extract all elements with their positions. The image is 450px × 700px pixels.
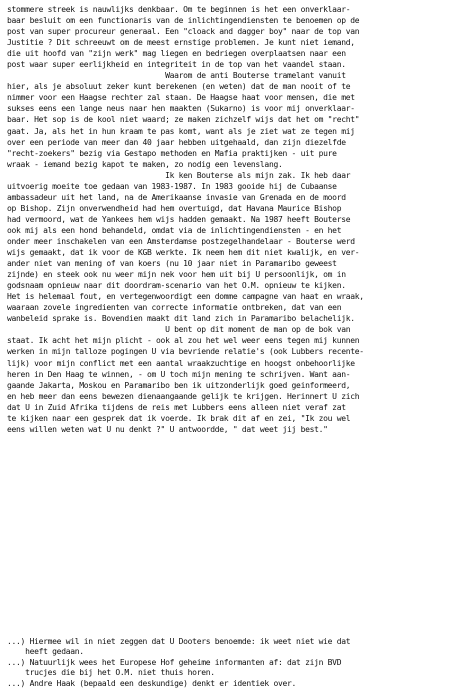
footnotes: ...) Hiermee wil in niet zeggen dat U Dooters benoemde: ik weet niet wie dat heeft gedaan. ...) Natuurlijk wees het Europese Hof geheime informanten af: dat zijn BVD trucjes die bij het O.M. niet thuis horen. ...) Andre Haak (bepaald een deskundige) denkt er identiek over. [7,637,351,688]
letter-body-text: stommere streek is nauwlijks denkbaar. Om te beginnen is het een onverklaar- baar besluit om een functionaris van de inlichtingendiensten te benoemen op de post van super procureur generaal. Een "cloack and dagger boy" naar de top van Justitie ? Dit schreeuwt om de meest ernstige problemen. Je kunt niet iemand, die uit hoofd van "zijn werk" mag liegen en bedriegen overplaatsen naar een post waar super eerlijkheid en integriteit in de top van het vaandel staan. Waarom de anti Bouterse tramelant vanuit hier, als je absoluut zeker kunt berekenen (en weten) dat de man nooit of te nimmer voor een Haagse rechter zal staan. De Haagse haat voor mensen, die met sukses eens een lange neus naar hen maakten (Sukarno) is voor mij onverklaar- baar. Het sop is de kool niet waard; ze maken zichzelf wijs dat het om "recht" gaat. Ja, als het in hun kraam te pas komt, want als je ziet wat ze tegen mij over een periode van meer dan 40 jaar hebben uitgehaald, dan zijn diezelfde "recht-zoekers" bezig via Gestapo methoden en Mafia praktijken - uit pure wraak - iemand bezig kapot te maken, zo nodig een levenslang. Ik ken Bouterse als mijn zak. Ik heb daar uitvoerig moeite toe gedaan van 1983-1987. In 1983 gooide hij de Cubaanse ambassadeur uit het land, na de Amerikaanse invasie van Grenada en de moord op Bishop. Zijn onverwendheid had hem overtuigd, dat Havana Maurice Bishop had vermoord, wat de Yankees hem wijs hadden gemaakt. Na 1987 heeft Bouterse ook mij als een hond behandeld, omdat via de inlichtingendiensten - en het onder meer inschakelen van een Amsterdamse postzegelhandelaar - Bouterse werd wijs gemaakt, dat ik voor de KGB werkte. Ik neem hem dit niet kwalijk, en ver- ander niet van mening of van koers (nu 10 jaar niet in Paramaribo geweest zijnde) en steek ook nu weer mijn nek voor hem uit bij U persoonlijk, om in godsnaam opnieuw naar dit doordram-scenario van het O.M. opnieuw te kijken. Het is helemaal fout, en vertegenwoordigt een domme campagne van haat en wraak, waaraan zovele ingredienten van correcte informatie ontbreken, dat van een wanbeleid sprake is. Bovendien maakt dit land zich in Paramaribo belachelijk. U bent op dit moment de man op de bok van staat. Ik acht het mijn plicht - ook al zou het wel weer eens tegen mij kunnen werken in mijn talloze pogingen U via bevriende relatie's (ook Lubbers recente- lijk) voor mijn conflict met een aantal wraakzuchtige en hoogst onbehoorlijke heren in Den Haag te winnen, - om U toch mijn mening te schrijven. Want aan- gaande Jakarta, Moskou en Paramaribo ben ik uitzonderlijk goed geinformeerd, en heb meer dan eens bewezen dienaangaande gelijk te krijgen. Herinnert U zich dat U in Zuid Afrika tijdens de reis met Lubbers eens alleen niet veraf zat te kijken naar een gesprek dat ik voerde. Ik brak dit af en zei, "Ik zou wel eens willen weten wat U nu denkt ?" U antwoordde, " dat weet jij best." [7,5,364,434]
